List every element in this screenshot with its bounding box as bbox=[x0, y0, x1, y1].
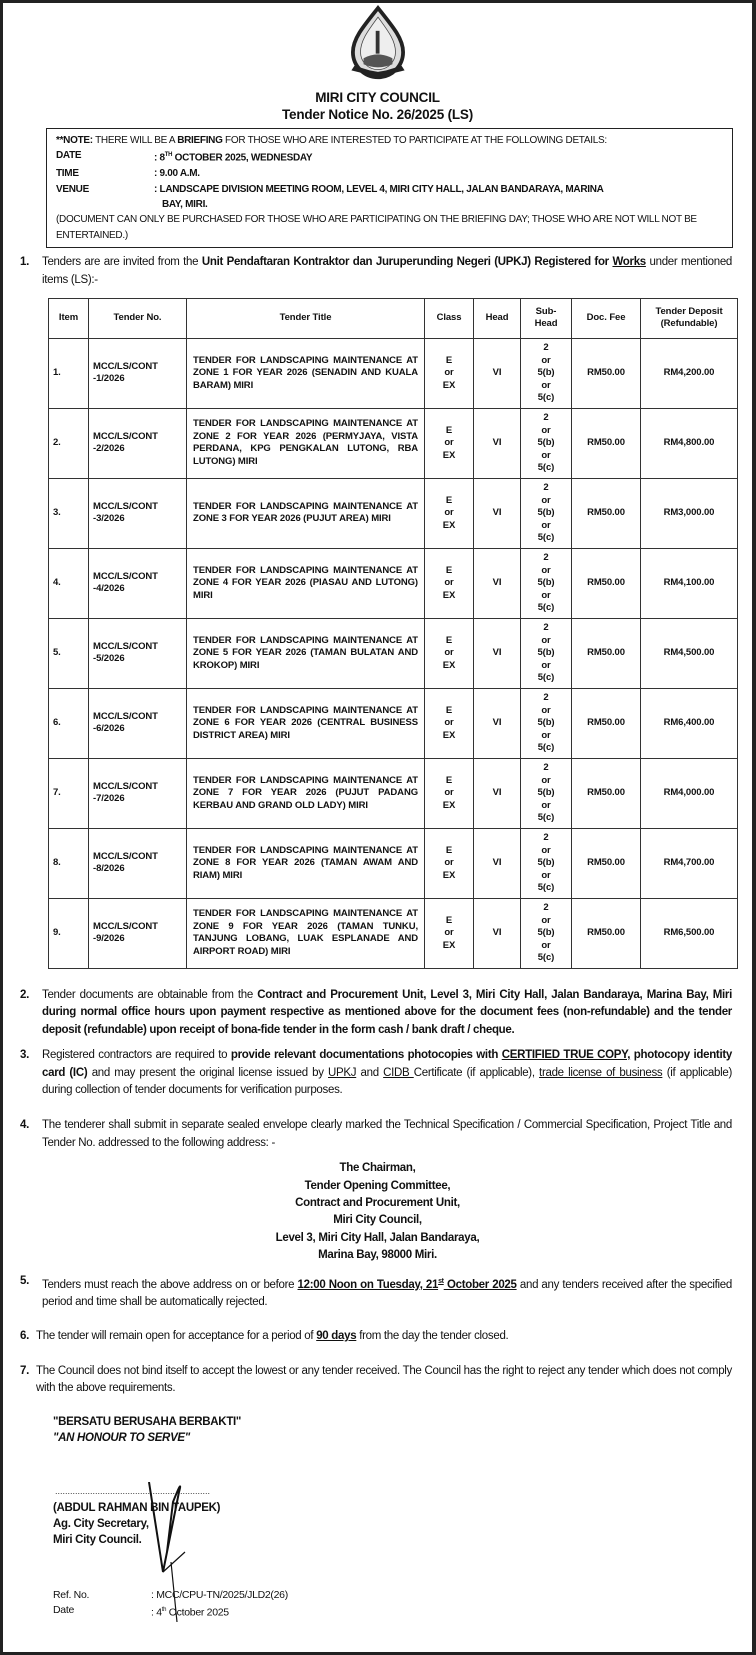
cell-class: E or EX bbox=[425, 618, 474, 688]
briefing-venue: VENUE : LANDSCAPE DIVISION MEETING ROOM, LEVEL 4, MIRI CITY HALL, JALAN BANDARAYA, MARINA BAY, MIRI. bbox=[56, 183, 604, 210]
text-segment: under mentioned items (LS):- bbox=[42, 256, 733, 286]
cell-deposit: RM4,100.00 bbox=[641, 548, 738, 618]
cell-head: VI bbox=[474, 688, 521, 758]
motto-english: "AN HONOUR TO SERVE" bbox=[53, 1431, 190, 1444]
text-segment: (if applicable) during collection of tender documents for verification purposes. bbox=[42, 1066, 733, 1097]
address-line: Miri City Council, bbox=[333, 1214, 422, 1227]
cell-sub: 2 or 5(b) or 5(c) bbox=[521, 688, 572, 758]
cell-no: MCC/LS/CONT -6/2026 bbox=[89, 688, 187, 758]
cell-class: E or EX bbox=[425, 338, 474, 408]
cell-item: 2. bbox=[49, 408, 89, 478]
text-segment: Certificate (if applicable), bbox=[413, 1066, 540, 1079]
cell-deposit: RM4,500.00 bbox=[641, 618, 738, 688]
motto bbox=[53, 1414, 752, 1446]
text-segment: The tender will remain open for acceptance for a period of bbox=[36, 1330, 317, 1343]
cell-title: TENDER FOR LANDSCAPING MAINTENANCE AT ZONE 9 FOR YEAR 2026 (TAMAN TUNKU, TANJUNG LOBANG, LUAK ESPLANADE AND AIRPORT ROAD) MIRI bbox=[187, 898, 425, 968]
cell-class: E or EX bbox=[425, 758, 474, 828]
cell-item: 4. bbox=[49, 548, 89, 618]
cell-item: 6. bbox=[49, 688, 89, 758]
cell-fee: RM50.00 bbox=[572, 828, 641, 898]
organization-name: MIRI CITY COUNCIL bbox=[315, 90, 440, 105]
cell-head: VI bbox=[474, 758, 521, 828]
briefing-date: DATE : 8TH OCTOBER 2025, WEDNESDAY bbox=[56, 150, 313, 164]
cell-title: TENDER FOR LANDSCAPING MAINTENANCE AT ZONE 6 FOR YEAR 2026 (CENTRAL BUSINESS DISTRICT AREA) MIRI bbox=[187, 688, 425, 758]
briefing-note-box bbox=[46, 128, 733, 248]
note-intro: **NOTE: THERE WILL BE A BRIEFING FOR THOSE WHO ARE INTERESTED TO PARTICIPATE AT THE FOLLOWING DETAILS: bbox=[56, 135, 607, 146]
cell-item: 5. bbox=[49, 618, 89, 688]
table-row bbox=[49, 688, 738, 758]
cell-sub: 2 or 5(b) or 5(c) bbox=[521, 898, 572, 968]
section-6: 6. The tender will remain open for acceptance for a period of 90 days from the day the tender closed. bbox=[20, 1330, 509, 1343]
signatory-name: (ABDUL RAHMAN BIN TAUPEK) bbox=[53, 1501, 221, 1514]
table-row bbox=[49, 828, 738, 898]
table-row bbox=[49, 758, 738, 828]
cell-item: 1. bbox=[49, 338, 89, 408]
cell-title: TENDER FOR LANDSCAPING MAINTENANCE AT ZONE 1 FOR YEAR 2026 (SENADIN AND KUALA BARAM) MIRI bbox=[187, 338, 425, 408]
cell-class: E or EX bbox=[425, 408, 474, 478]
text-segment: st bbox=[438, 1277, 444, 1285]
column-header: Tender No. bbox=[89, 298, 187, 338]
text-segment: trade license of business bbox=[539, 1066, 663, 1079]
cell-title: TENDER FOR LANDSCAPING MAINTENANCE AT ZONE 7 FOR YEAR 2026 (PUJUT PADANG KERBAU AND GRAND OLD LADY) MIRI bbox=[187, 758, 425, 828]
cell-deposit: RM6,400.00 bbox=[641, 688, 738, 758]
cell-fee: RM50.00 bbox=[572, 688, 641, 758]
cell-no: MCC/LS/CONT -9/2026 bbox=[89, 898, 187, 968]
section-4: 4. The tenderer shall submit in separate sealed envelope clearly marked the Technical Specification / Commercial Specification, Project Title and Tender No. addressed to the following address: - bbox=[20, 1119, 732, 1149]
cell-head: VI bbox=[474, 898, 521, 968]
cell-fee: RM50.00 bbox=[572, 548, 641, 618]
cell-no: MCC/LS/CONT -8/2026 bbox=[89, 828, 187, 898]
notice-number: Tender Notice No. 26/2025 (LS) bbox=[281, 107, 474, 122]
table-header-row bbox=[49, 298, 738, 338]
cell-no: MCC/LS/CONT -7/2026 bbox=[89, 758, 187, 828]
cell-deposit: RM6,500.00 bbox=[641, 898, 738, 968]
cell-deposit: RM4,800.00 bbox=[641, 408, 738, 478]
column-header: Item bbox=[49, 298, 89, 338]
text-segment: Tenders are are invited from the bbox=[42, 256, 202, 269]
cell-fee: RM50.00 bbox=[572, 758, 641, 828]
cell-item: 3. bbox=[49, 478, 89, 548]
cell-item: 7. bbox=[49, 758, 89, 828]
text-segment: and any tenders received after the specified period and time shall be automatically rejected. bbox=[42, 1278, 732, 1308]
text-segment: CERTIFIED TRUE COPY, bbox=[501, 1049, 631, 1062]
cell-class: E or EX bbox=[425, 898, 474, 968]
cell-title: TENDER FOR LANDSCAPING MAINTENANCE AT ZONE 3 FOR YEAR 2026 (PUJUT AREA) MIRI bbox=[187, 478, 425, 548]
signatory-title: Ag. City Secretary, bbox=[53, 1517, 149, 1530]
address-line: Tender Opening Committee, bbox=[304, 1179, 451, 1192]
text-segment: Works bbox=[612, 256, 646, 269]
table-row bbox=[49, 548, 738, 618]
text-segment: from the day the tender closed. bbox=[356, 1330, 509, 1343]
briefing-time: TIME : 9.00 A.M. bbox=[56, 168, 200, 180]
cell-sub: 2 or 5(b) or 5(c) bbox=[521, 548, 572, 618]
cell-no: MCC/LS/CONT -1/2026 bbox=[89, 338, 187, 408]
text-segment: October 2025 bbox=[443, 1278, 517, 1291]
signature bbox=[143, 1482, 193, 1622]
cell-head: VI bbox=[474, 828, 521, 898]
table-row bbox=[49, 408, 738, 478]
submission-address bbox=[3, 1160, 752, 1264]
cell-item: 8. bbox=[49, 828, 89, 898]
text-segment: The tenderer shall submit in separate sealed envelope clearly marked the Technical Specification / Commercial Specification, Project Title and Tender No. addressed to the following address: - bbox=[42, 1119, 732, 1149]
column-header: Head bbox=[474, 298, 521, 338]
cell-head: VI bbox=[474, 618, 521, 688]
column-header: Class bbox=[425, 298, 474, 338]
cell-head: VI bbox=[474, 478, 521, 548]
text-segment: 12:00 Noon on Tuesday, 21 bbox=[297, 1278, 439, 1291]
text-segment: 90 days bbox=[316, 1330, 357, 1343]
section-3: 3. Registered contractors are required to provide relevant documentations photocopies with CERTIFIED TRUE COPY, photocopy identity card (IC) and may present the original license issued by UPKJ and CIDB Certificate (if applicable), trade license of business (if applicable) during collection of tender documents for verification purposes. bbox=[20, 1049, 733, 1097]
briefing-disclaimer: (DOCUMENT CAN ONLY BE PURCHASED FOR THOSE WHO ARE PARTICIPATING ON THE BRIEFING DAY; THOSE WHO ARE NOT WILL NOT BE ENTERTAINED.) bbox=[56, 214, 697, 241]
cell-class: E or EX bbox=[425, 688, 474, 758]
notice-header bbox=[3, 89, 752, 123]
address-line: Level 3, Miri City Hall, Jalan Bandaraya, bbox=[275, 1231, 480, 1244]
cell-title: TENDER FOR LANDSCAPING MAINTENANCE AT ZONE 8 FOR YEAR 2026 (TAMAN AWAM AND RIAM) MIRI bbox=[187, 828, 425, 898]
cell-fee: RM50.00 bbox=[572, 898, 641, 968]
council-crest-logo bbox=[345, 5, 411, 81]
cell-fee: RM50.00 bbox=[572, 408, 641, 478]
column-header: Sub- Head bbox=[521, 298, 572, 338]
cell-no: MCC/LS/CONT -4/2026 bbox=[89, 548, 187, 618]
cell-no: MCC/LS/CONT -3/2026 bbox=[89, 478, 187, 548]
section-7: 7. The Council does not bind itself to accept the lowest or any tender received. The Council has the right to reject any tender which does not comply with the above requirements. bbox=[20, 1364, 732, 1395]
cell-sub: 2 or 5(b) or 5(c) bbox=[521, 478, 572, 548]
address-line: The Chairman, bbox=[339, 1162, 416, 1175]
text-segment: Unit Pendaftaran Kontraktor dan Juruperunding Negeri (UPKJ) Registered for bbox=[201, 256, 613, 269]
section-5: 5. Tenders must reach the above address on or before 12:00 Noon on Tuesday, 21st October 2025 and any tenders received after the specified period and time shall be automatically rejected. bbox=[20, 1274, 732, 1308]
cell-title: TENDER FOR LANDSCAPING MAINTENANCE AT ZONE 2 FOR YEAR 2026 (PERMYJAYA, VISTA PERDANA, KPG PENGKALAN LUTONG, RBA LUTONG) MIRI bbox=[187, 408, 425, 478]
cell-no: MCC/LS/CONT -2/2026 bbox=[89, 408, 187, 478]
signature-line: .............................................................. bbox=[55, 1485, 211, 1496]
text-segment: Tenders must reach the above address on or before bbox=[42, 1278, 298, 1291]
cell-deposit: RM3,000.00 bbox=[641, 478, 738, 548]
cell-fee: RM50.00 bbox=[572, 478, 641, 548]
cell-item: 9. bbox=[49, 898, 89, 968]
cell-no: MCC/LS/CONT -5/2026 bbox=[89, 618, 187, 688]
text-segment: and may present the original license issued by bbox=[87, 1066, 329, 1079]
cell-sub: 2 or 5(b) or 5(c) bbox=[521, 338, 572, 408]
ref-date: Date : 4th October 2025 bbox=[53, 1603, 229, 1619]
cell-deposit: RM4,200.00 bbox=[641, 338, 738, 408]
cell-head: VI bbox=[474, 408, 521, 478]
table-row bbox=[49, 338, 738, 408]
text-segment: Tender documents are obtainable from the bbox=[42, 988, 258, 1001]
text-segment: Contract and Procurement Unit, Level 3, Miri City Hall, Jalan Bandaraya, Marina Bay, Miri during normal office hours upon payment respective as mentioned above for the document fees (non-refundable) and the tender deposit (refundable) upon receipt of bona-fide tender in the form cash / bank draft / cheque. bbox=[42, 988, 732, 1036]
signature-area bbox=[3, 1486, 752, 1548]
section-2: 2. Tender documents are obtainable from the Contract and Procurement Unit, Level 3, Miri City Hall, Jalan Bandaraya, Marina Bay, Miri during normal office hours upon payment respective as mentioned above for the document fees (non-refundable) and the tender deposit (refundable) upon receipt of bona-fide tender in the form cash / bank draft / cheque. bbox=[20, 988, 732, 1036]
column-header: Tender Deposit (Refundable) bbox=[641, 298, 738, 338]
table-row bbox=[49, 478, 738, 548]
table-row bbox=[49, 898, 738, 968]
ref-number: Ref. No. : MCC/CPU-TN/2025/JLD2(26) bbox=[53, 1588, 288, 1601]
cell-fee: RM50.00 bbox=[572, 618, 641, 688]
cell-sub: 2 or 5(b) or 5(c) bbox=[521, 408, 572, 478]
cell-class: E or EX bbox=[425, 828, 474, 898]
text-segment: and bbox=[356, 1066, 384, 1079]
address-line: Contract and Procurement Unit, bbox=[295, 1197, 460, 1210]
cell-head: VI bbox=[474, 548, 521, 618]
signatory-org: Miri City Council. bbox=[53, 1533, 142, 1546]
cell-class: E or EX bbox=[425, 478, 474, 548]
section-1: 1. Tenders are are invited from the Unit Pendaftaran Kontraktor dan Juruperunding Negeri (UPKJ) Registered for Works under mentioned items (LS):- bbox=[20, 256, 733, 286]
column-header: Doc. Fee bbox=[572, 298, 641, 338]
text-segment: Registered contractors are required to bbox=[42, 1049, 231, 1062]
cell-deposit: RM4,000.00 bbox=[641, 758, 738, 828]
cell-sub: 2 or 5(b) or 5(c) bbox=[521, 758, 572, 828]
text-segment: CIDB bbox=[383, 1066, 414, 1079]
column-header: Tender Title bbox=[187, 298, 425, 338]
cell-sub: 2 or 5(b) or 5(c) bbox=[521, 618, 572, 688]
cell-head: VI bbox=[474, 338, 521, 408]
cell-class: E or EX bbox=[425, 548, 474, 618]
table-row bbox=[49, 618, 738, 688]
address-line: Marina Bay, 98000 Miri. bbox=[318, 1249, 437, 1262]
cell-deposit: RM4,700.00 bbox=[641, 828, 738, 898]
cell-title: TENDER FOR LANDSCAPING MAINTENANCE AT ZONE 5 FOR YEAR 2026 (TAMAN BULATAN AND KROKOP) MIRI bbox=[187, 618, 425, 688]
tender-table bbox=[48, 298, 738, 969]
motto-malay: "BERSATU BERUSAHA BERBAKTI" bbox=[53, 1415, 242, 1428]
cell-sub: 2 or 5(b) or 5(c) bbox=[521, 828, 572, 898]
text-segment: photocopy identity card (IC) bbox=[42, 1049, 732, 1079]
cell-title: TENDER FOR LANDSCAPING MAINTENANCE AT ZONE 4 FOR YEAR 2026 (PIASAU AND LUTONG) MIRI bbox=[187, 548, 425, 618]
text-segment: The Council does not bind itself to accept the lowest or any tender received. The Council has the right to reject any tender which does not comply with the above requirements. bbox=[36, 1364, 732, 1395]
text-segment: provide relevant documentations photocopies with bbox=[230, 1049, 502, 1062]
text-segment: UPKJ bbox=[328, 1066, 357, 1079]
cell-fee: RM50.00 bbox=[572, 338, 641, 408]
